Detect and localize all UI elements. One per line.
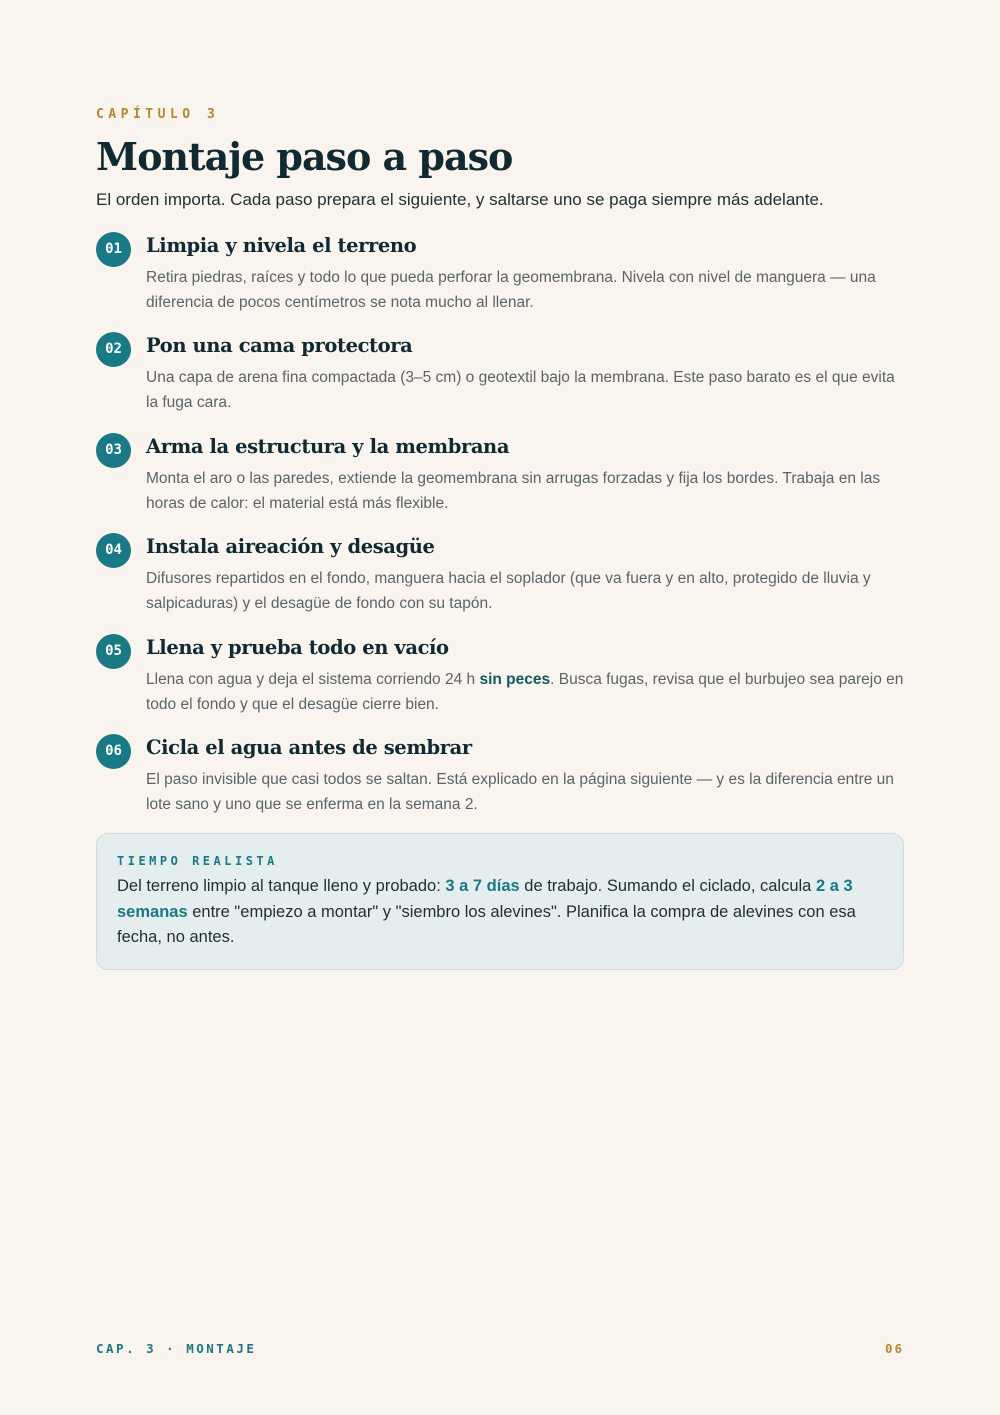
- step-item: [96, 734, 904, 834]
- time-callout-box: [96, 833, 904, 970]
- callout-emphasis: 3 a 7 días: [445, 877, 520, 895]
- callout-text-part: de trabajo. Sumando el ciclado, calcula: [519, 877, 816, 895]
- step-item: [96, 433, 904, 533]
- step-number-badge: 05: [96, 634, 131, 669]
- step-title: Llena y prueba todo en vacío: [146, 635, 449, 659]
- step-number-badge: 01: [96, 232, 131, 267]
- callout-emphasis: 2 a 3 semanas: [117, 877, 853, 921]
- step-description: Una capa de arena fina compactada (3–5 cm) o geotextil bajo la membrana. Este paso barato es el que evita la fuga cara.: [146, 369, 895, 412]
- step-item: [96, 533, 904, 633]
- step-text: . Busca fugas, revisa que el burbujeo sea parejo en todo el fondo y que el desagüe cierre bien.: [146, 670, 904, 713]
- step-title: Arma la estructura y la membrana: [146, 434, 510, 458]
- step-text: Llena con agua y deja el sistema corriendo 24 h: [146, 670, 480, 688]
- step-number-badge: 06: [96, 734, 131, 769]
- step-description: Monta el aro o las paredes, extiende la geomembrana sin arrugas forzadas y fija los bordes. Trabaja en las horas de calor: el material está más flexible.: [146, 469, 881, 512]
- step-description: El paso invisible que casi todos se saltan. Está explicado en la página siguiente — y es la diferencia entre un lote sano y uno que se enferma en la semana 2.: [146, 770, 894, 813]
- callout-text-part: Del terreno limpio al tanque lleno y probado:: [117, 877, 446, 895]
- step-title: Limpia y nivela el terreno: [146, 234, 417, 257]
- step-number-badge: 03: [96, 433, 131, 468]
- step-item: [96, 332, 904, 432]
- step-description: [146, 667, 906, 717]
- chapter-eyebrow: CAPÍTULO 3: [96, 107, 220, 122]
- step-description: Difusores repartidos en el fondo, manguera hacia el soplador (que va fuera y en alto, protegido de lluvia y salpicaduras) y el desagüe de fondo con su tapón.: [146, 570, 871, 613]
- page-title: Montaje paso a paso: [96, 134, 513, 179]
- step-number-badge: 04: [96, 533, 131, 568]
- callout-text-part: entre "empiezo a montar" y "siembro los alevines". Planifica la compra de alevines con esa fecha, no antes.: [117, 902, 856, 946]
- footer-section-label: CAP. 3 · MONTAJE: [96, 1341, 257, 1356]
- footer-page-number: 06: [884, 1341, 904, 1356]
- step-title: Instala aireación y desagüe: [146, 535, 435, 559]
- step-description: Retira piedras, raíces y todo lo que pueda perforar la geomembrana. Nivela con nivel de manguera — una diferencia de pocos centímetros se nota mucho al llenar.: [146, 269, 876, 311]
- callout-label: TIEMPO REALISTA: [117, 854, 278, 868]
- callout-text: [117, 874, 883, 951]
- step-number-badge: 02: [96, 332, 131, 367]
- step-emphasis: sin peces: [479, 670, 551, 688]
- intro-paragraph: El orden importa. Cada paso prepara el siguiente, y saltarse uno se paga siempre más adelante.: [96, 190, 824, 209]
- step-title: Pon una cama protectora: [146, 334, 413, 358]
- steps-list: [96, 232, 904, 834]
- step-title: Cicla el agua antes de sembrar: [146, 735, 472, 759]
- step-item: [96, 634, 904, 734]
- step-item: [96, 232, 904, 332]
